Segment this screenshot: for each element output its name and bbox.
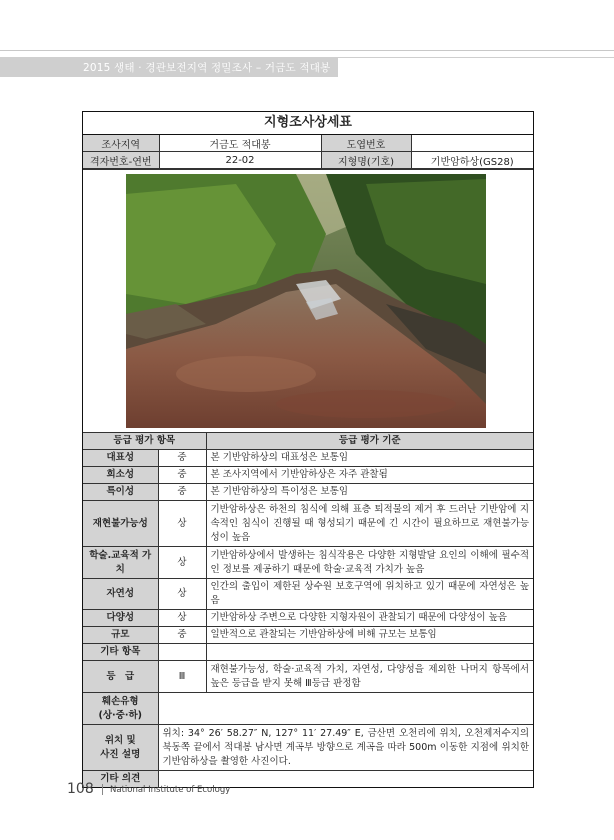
grade-desc: 기반암하상에서 발생하는 침식작용은 다양한 지형발달 요인의 이해에 필수적인 정보를 제공하기 때문에 학술·교육적 가치가 높음 [206, 547, 533, 579]
grade-row [83, 627, 533, 644]
grade-item: 자연성 [83, 579, 158, 610]
grid-value: 22-02 [159, 152, 321, 169]
damage-type-label [83, 693, 158, 725]
grade-criteria-header: 등급 평가 기준 [206, 433, 533, 450]
header-rule [338, 57, 614, 58]
damage-type-label-line1: 훼손유형 [101, 695, 139, 707]
damage-type-value [158, 693, 533, 725]
grade-row [83, 610, 533, 627]
grade-item: 학술.교육적 가치 [83, 547, 158, 579]
top-rule [0, 50, 614, 51]
grade-value: 중 [158, 627, 206, 644]
landform-label: 지형명(기호) [321, 152, 411, 169]
survey-area-label: 조사지역 [83, 135, 159, 152]
overall-grade-value: Ⅲ [158, 661, 206, 693]
page-number: 108 [67, 781, 94, 797]
overall-grade-label: 등 급 [83, 661, 158, 693]
overall-grade-desc: 재현불가능성, 학술·교육적 가치, 자연성, 다양성을 제외한 나머지 항목에서 높은 등급을 받지 못해 Ⅲ등급 판정함 [206, 661, 533, 693]
grade-item: 대표성 [83, 450, 158, 467]
grade-value: 중 [158, 484, 206, 501]
grade-value: 상 [158, 579, 206, 610]
grade-value: 상 [158, 547, 206, 579]
grade-desc: 일반적으로 관찰되는 기반암하상에 비해 규모는 보통임 [206, 627, 533, 644]
location-label-line1: 위치 및 [104, 734, 136, 746]
survey-area-value: 거금도 적대봉 [159, 135, 321, 152]
location-label-line2: 사진 설명 [100, 748, 141, 760]
grade-row [83, 547, 533, 579]
grade-item: 희소성 [83, 467, 158, 484]
grade-item: 규모 [83, 627, 158, 644]
grade-desc: 기반암하상 주변으로 다양한 지형자원이 관찰되기 때문에 다양성이 높음 [206, 610, 533, 627]
location-description: 위치: 34° 26′ 58.27″ N, 127° 11′ 27.49″ E, 금산면 오천리에 위치, 오천제저수지의 북동쪽 끝에서 적대봉 남사면 계곡부 방향으로 계곡을 따라 500m 이동한 지점에 위치한 기반암하상을 촬영한 사진이다. [158, 725, 533, 771]
grade-value: 상 [158, 610, 206, 627]
grade-desc: 기반암하상은 하천의 침식에 의해 표층 퇴적물의 제거 후 드러난 기반암에 지속적인 침식이 진행될 때 형성되기 때문에 긴 시간이 필요하므로 재현불가능성이 높음 [206, 501, 533, 547]
bedrock-streambed-photo [126, 174, 486, 428]
grade-row [83, 501, 533, 547]
grid-label: 격자번호-연번 [83, 152, 159, 169]
info-table [83, 135, 533, 169]
grade-desc: 본 기반암하상의 대표성은 보통임 [206, 450, 533, 467]
grade-row [83, 450, 533, 467]
map-no-label: 도엽번호 [321, 135, 411, 152]
grade-desc: 본 기반암하상의 특이성은 보통임 [206, 484, 533, 501]
damage-type-label-line2: (상·중·하) [98, 709, 142, 721]
footer-organization: National Institute of Ecology [110, 785, 231, 795]
other-items-label: 기타 항목 [83, 644, 158, 661]
grade-value: 중 [158, 450, 206, 467]
grade-row [83, 484, 533, 501]
other-items-desc [206, 644, 533, 661]
location-label [83, 725, 158, 771]
landform-detail-sheet [82, 111, 534, 788]
photo-illustration [126, 174, 486, 428]
grade-row [83, 579, 533, 610]
sheet-title: 지형조사상세표 [83, 112, 533, 135]
running-header [0, 57, 338, 77]
landform-value: 기반암하상(GS28) [411, 152, 533, 169]
running-title: 2015 생태 · 경관보전지역 정밀조사 – 거금도 적대봉 [83, 62, 331, 74]
grade-item: 재현불가능성 [83, 501, 158, 547]
grade-item: 특이성 [83, 484, 158, 501]
grade-desc: 인간의 출입이 제한된 상수원 보호구역에 위치하고 있기 때문에 자연성은 높음 [206, 579, 533, 610]
grade-item: 다양성 [83, 610, 158, 627]
remarks-label: 기타 의견 [83, 771, 158, 788]
grade-desc: 본 조사지역에서 기반암하상은 자주 관찰됨 [206, 467, 533, 484]
map-no-value [411, 135, 533, 152]
grade-value: 상 [158, 501, 206, 547]
grade-value: 중 [158, 467, 206, 484]
grade-table [83, 432, 533, 787]
other-items-grade [158, 644, 206, 661]
grade-item-header: 등급 평가 항목 [83, 433, 206, 450]
grade-row [83, 467, 533, 484]
footer-separator [102, 784, 103, 795]
photo-cell [83, 169, 533, 432]
